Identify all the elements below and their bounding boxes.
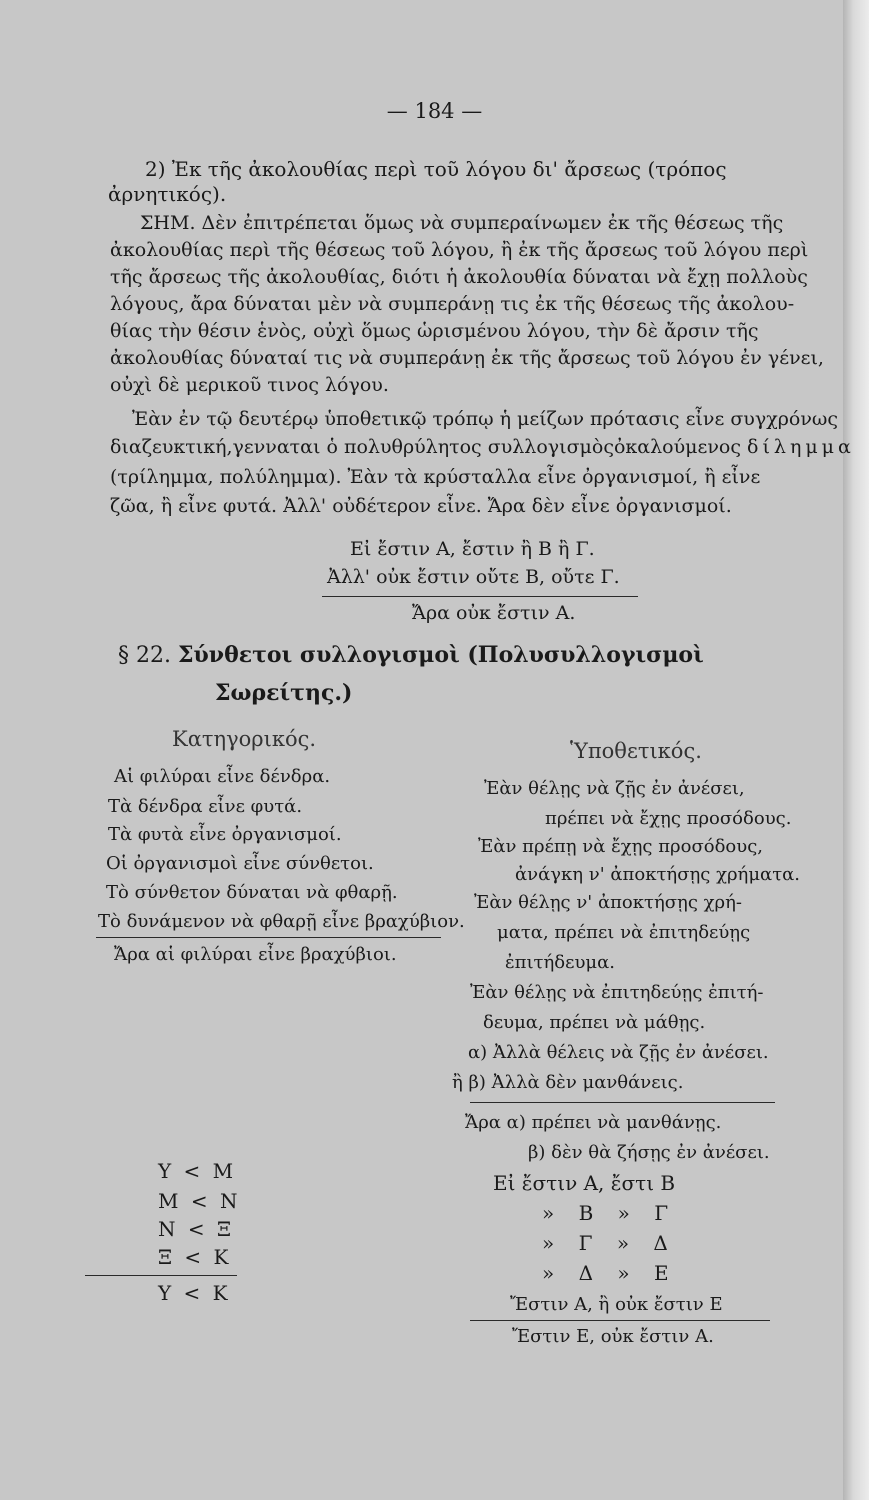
relation-line: Μ < Ν <box>158 1189 241 1213</box>
page-number: — 184 — <box>386 99 483 123</box>
categorical-line: Αἱ φιλύραι εἶνε δένδρα. <box>114 766 331 787</box>
relation-line: Ξ < Κ <box>158 1245 232 1269</box>
note-line: τῆς ἄρσεως τῆς ἀκολουθίας, διότι ἡ ἀκολουθία δύναται νὰ ἔχῃ πολλοὺς <box>110 266 808 288</box>
chain-premise: Ἔστιν Α, ἢ οὐκ ἔστιν Ε <box>510 1294 723 1315</box>
hypothetical-line: δευμα, πρέπει νὰ μάθῃς. <box>483 1012 706 1033</box>
hypothetical-line: Ἐὰν πρέπῃ νὰ ἔχῃς προσόδους, <box>478 836 764 857</box>
note-line: οὐχὶ δὲ μερικοῦ τινος λόγου. <box>110 374 389 396</box>
note-line: ΣΗΜ. Δὲν ἐπιτρέπεται ὅμως νὰ συμπεραίνωμεν ἐκ τῆς θέσεως τῆς <box>140 212 784 234</box>
section-title-continued: Σωρείτης.) <box>215 680 353 706</box>
categorical-line: Τὰ φυτὰ εἶνε ὀργανισμοί. <box>108 824 342 845</box>
note-line: θίας τὴν θέσιν ἑνὸς, οὐχὶ ὅμως ὡρισμένου λόγου, τὴν δὲ ἄρσιν τῆς <box>110 320 759 342</box>
chain-line: » Γ » Δ <box>542 1231 668 1255</box>
intro-line: 2) Ἐκ τῆς ἀκολουθίας περὶ τοῦ λόγου δι' ἄρσεως (τρόπος <box>145 157 727 181</box>
dilemma-line: διαζευκτική,γενναται ὁ πολυθρύλητος συλλογισμὸςὀκαλούμενος <box>110 436 741 458</box>
hypothetical-line: ἐπιτήδευμα. <box>505 952 615 973</box>
categorical-heading: Κατηγορικός. <box>172 727 317 751</box>
example-conclusion: Ἄρα οὐκ ἔστιν Α. <box>412 602 576 624</box>
dilemma-line: ζῶα, ἢ εἶνε φυτά. Ἀλλ' οὐδέτερον εἶνε. Ἄρα δὲν εἶνε ὀργανισμοί. <box>110 495 732 517</box>
relation-line: Υ < Μ <box>158 1159 237 1183</box>
inference-rule <box>322 596 638 597</box>
hypothetical-line: ἀνάγκη ν' ἀποκτήσῃς χρήματα. <box>515 864 801 885</box>
chain-line: Εἰ ἔστιν Α, ἔστι Β <box>493 1171 676 1195</box>
dilemma-line: (τρίλημμα, πολύλημμα). Ἐὰν τὰ κρύσταλλα εἶνε ὀργανισμοί, ἢ εἶνε <box>110 466 761 488</box>
chain-line: » Β » Γ <box>542 1201 669 1225</box>
inference-rule <box>470 1102 775 1103</box>
relation-line: Ν < Ξ <box>158 1217 235 1241</box>
inference-rule <box>96 937 441 938</box>
page-gutter <box>843 0 869 1500</box>
example-premise-1: Εἰ ἔστιν Α, ἔστιν ἢ Β ἢ Γ. <box>350 538 595 560</box>
hypothetical-line: Ἐὰν θέλῃς ν' ἀποκτήσῃς χρή- <box>474 892 742 913</box>
hypothetical-line: Ἐὰν θέλῃς νὰ ἐπιτηδεύῃς ἐπιτή- <box>470 982 764 1003</box>
hypothetical-line: Ἐὰν θέλῃς νὰ ζῇς ἐν ἀνέσει, <box>484 778 745 799</box>
note-line: ἀκολουθίας περὶ τῆς θέσεως τοῦ λόγου, ἢ ἐκ τῆς ἄρσεως τοῦ λόγου περὶ <box>110 239 809 261</box>
categorical-line: Οἱ ὀργανισμοὶ εἶνε σύνθετοι. <box>106 853 374 874</box>
section-title: Σύνθετοι συλλογισμοὶ (Πολυσυλλογισμοὶ <box>177 642 704 668</box>
hypothetical-heading: Ὑποθετικός. <box>570 739 702 763</box>
chain-line: » Δ » Ε <box>542 1261 669 1285</box>
section-number: § 22. <box>118 643 171 668</box>
categorical-line: Τὸ σύνθετον δύναται νὰ φθαρῇ. <box>106 882 398 903</box>
categorical-line: Τὰ δένδρα εἶνε φυτά. <box>108 796 303 817</box>
chain-conclusion: Ἔστιν Ε, οὐκ ἔστιν Α. <box>512 1326 714 1347</box>
inference-rule <box>470 1320 770 1321</box>
hypothetical-conclusion: β) δὲν θὰ ζήσῃς ἐν ἀνέσει. <box>528 1142 770 1163</box>
categorical-conclusion: Ἄρα αἱ φιλύραι εἶνε βραχύβιοι. <box>114 944 397 965</box>
intro-line: ἀρνητικός). <box>108 182 227 206</box>
hypothetical-line: ματα, πρέπει νὰ ἐπιτηδεύῃς <box>497 922 751 943</box>
hypothetical-conclusion: Ἄρα α) πρέπει νὰ μανθάνῃς. <box>465 1112 722 1133</box>
hypothetical-line: πρέπει νὰ ἔχῃς προσόδους. <box>545 808 792 829</box>
hypothetical-line: α) Ἀλλὰ θέλεις νὰ ζῇς ἐν ἀνέσει. <box>468 1042 769 1063</box>
note-line: λόγους, ἄρα δύναται μὲν νὰ συμπεράνῃ τις ἐκ τῆς θέσεως τῆς ἀκολου- <box>110 293 795 315</box>
note-line: ἀκολουθίας δύναταί τις νὰ συμπεράνῃ ἐκ τῆς ἄρσεως τοῦ λόγου ἐν γένει, <box>110 347 824 369</box>
example-premise-2: Ἀλλ' οὐκ ἔστιν οὔτε Β, οὔτε Γ. <box>327 566 620 588</box>
dilemma-term: δίλημμα <box>747 436 855 458</box>
relation-conclusion: Υ < Κ <box>158 1281 231 1305</box>
dilemma-line: Ἐὰν ἐν τῷ δευτέρῳ ὑποθετικῷ τρόπῳ ἡ μείζων πρότασις εἶνε συγχρόνως <box>132 408 839 430</box>
inference-rule <box>85 1275 237 1276</box>
categorical-line: Τὸ δυνάμενον νὰ φθαρῇ εἶνε βραχύβιον. <box>98 911 465 932</box>
hypothetical-line: ἢ β) Ἀλλὰ δὲν μανθάνεις. <box>452 1072 684 1093</box>
